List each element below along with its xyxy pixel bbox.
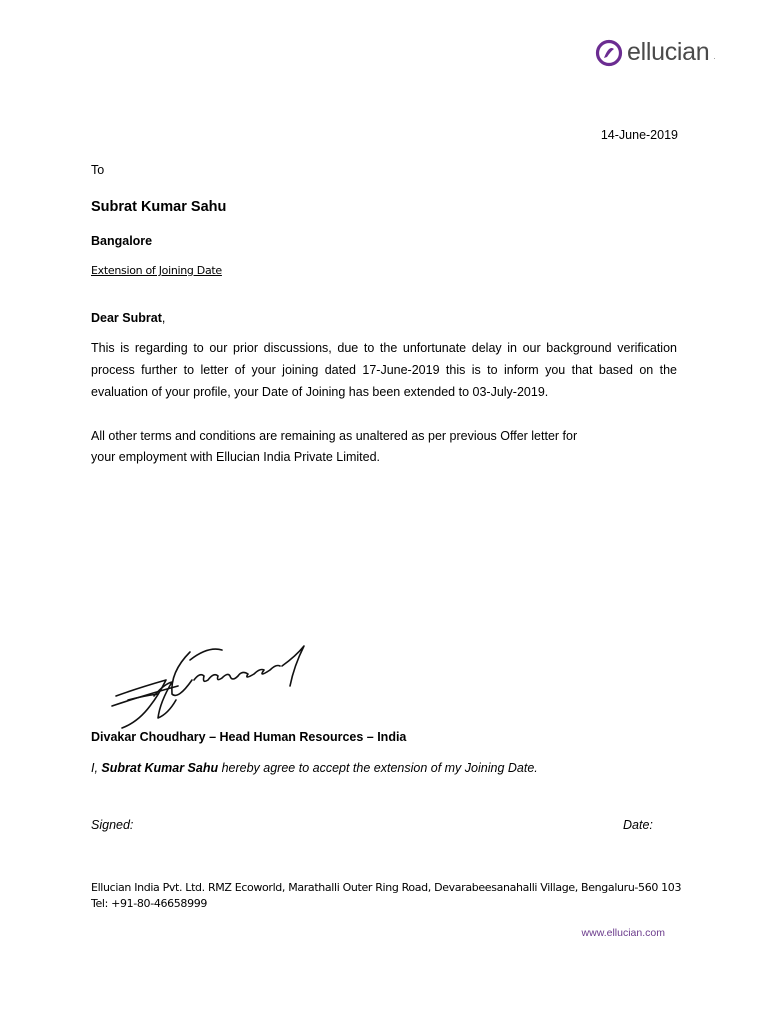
signed-label: Signed:	[91, 818, 134, 832]
date-label: Date:	[623, 818, 653, 832]
ellucian-logo	[595, 38, 715, 67]
body-paragraph-2-line-2: your employment with Ellucian India Private Limited.	[91, 450, 381, 464]
handwritten-signature	[108, 636, 313, 734]
acceptance-prefix: I,	[91, 761, 102, 775]
footer-website-link[interactable]: www.ellucian.com	[581, 927, 665, 939]
footer-address-block	[91, 880, 681, 912]
acceptance-suffix: hereby agree to accept the extension of my Joining Date.	[218, 761, 538, 775]
acceptance-statement	[91, 761, 538, 775]
logo-wordmark: ellucian	[627, 38, 710, 66]
salutation-name: Dear Subrat	[91, 311, 162, 325]
body-paragraph-2-line-1: All other terms and conditions are remaining as unaltered as per previous Offer letter for	[91, 429, 578, 443]
recipient-name: Subrat Kumar Sahu	[91, 199, 227, 215]
salutation	[91, 311, 165, 325]
recipient-city: Bangalore	[91, 234, 153, 248]
footer-telephone: Tel: +91-80-46658999	[91, 897, 208, 910]
logo-trademark: .	[713, 54, 716, 61]
acceptance-name: Subrat Kumar Sahu	[101, 761, 219, 775]
body-paragraph-2	[91, 426, 677, 468]
letter-date: 14-June-2019	[600, 128, 678, 142]
ellucian-logo-icon	[595, 39, 623, 67]
body-paragraph-1: This is regarding to our prior discussions, due to the unfortunate delay in our background verification process further to letter of your joining dated 17-June-2019 this is to inform you that based on the evaluation of your profile, your Date of Joining has been extended to 03-July-2019.	[91, 341, 677, 399]
letter-subject: Extension of Joining Date	[91, 264, 222, 277]
salutation-punctuation: ,	[161, 311, 166, 325]
signer-name-title: Divakar Choudhary – Head Human Resources – India	[91, 730, 407, 744]
to-label: To	[91, 163, 105, 177]
footer-address: Ellucian India Pvt. Ltd. RMZ Ecoworld, Marathalli Outer Ring Road, Devarabeesanahalli Village, Bengaluru-560 103	[91, 881, 682, 894]
